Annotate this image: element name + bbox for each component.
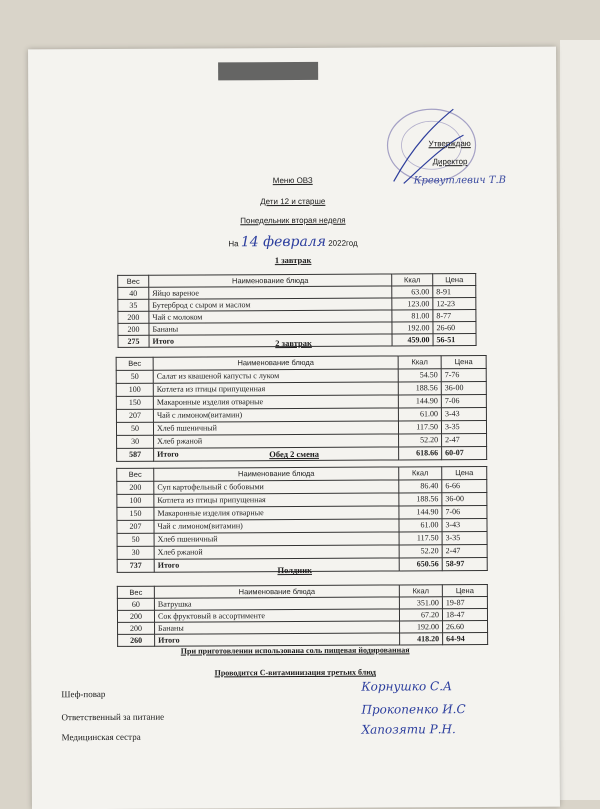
weight-cell: 275 [118, 335, 149, 347]
menu-table [117, 584, 488, 647]
column-header: Вес [117, 586, 154, 598]
price-cell: 3-43 [441, 407, 486, 420]
section-title: Полдник [277, 564, 313, 576]
kcal-cell: 144.90 [399, 506, 442, 519]
weight-cell: 200 [117, 610, 154, 622]
kcal-cell: 117.50 [398, 421, 441, 434]
weight-cell: 50 [117, 533, 154, 546]
dish-cell: Ватрушка [154, 597, 399, 610]
weight-cell: 150 [117, 507, 154, 520]
kcal-cell: 650.56 [399, 558, 442, 571]
dish-cell: Котлета из птицы припущенная [154, 493, 399, 507]
kcal-cell: 61.00 [399, 519, 442, 532]
price-cell: 2-47 [442, 433, 487, 446]
dish-cell: Хлеб пшеничный [154, 532, 399, 546]
weight-cell: 30 [117, 435, 154, 448]
kcal-cell: 459.00 [392, 334, 433, 346]
dish-cell: Макаронные изделия отварные [154, 506, 399, 520]
section-title: 1 завтрак [274, 254, 312, 266]
dish-cell: Итого [154, 558, 399, 572]
column-header: Вес [117, 468, 154, 481]
director-signature: Кревутлевич Т.В [413, 174, 507, 187]
column-header: Вес [118, 275, 149, 287]
kcal-cell: 351.00 [399, 597, 442, 609]
weight-cell: 207 [117, 520, 154, 533]
column-header: Вес [116, 357, 153, 370]
dish-cell: Бутерброд с сыром и маслом [149, 298, 392, 311]
kcal-cell: 63.00 [392, 286, 433, 298]
dish-cell: Сок фруктовый в ассортименте [154, 609, 399, 622]
week-day: Понедельник вторая неделя [240, 215, 346, 226]
price-cell: 3-35 [442, 531, 487, 544]
dish-cell: Чай с лимоном(витамин) [153, 408, 398, 422]
weight-cell: 260 [118, 634, 155, 646]
kcal-cell: 52.20 [399, 434, 442, 447]
price-cell: 36-00 [442, 492, 487, 505]
weight-cell: 150 [116, 396, 153, 409]
approve-label: Утверждаю [428, 139, 471, 149]
column-header: Цена [441, 355, 486, 368]
price-cell: 19-87 [442, 596, 487, 608]
weight-cell: 50 [116, 370, 153, 383]
dish-cell: Хлеб пшеничный [153, 421, 398, 435]
kcal-cell: 54.50 [398, 369, 441, 382]
kcal-cell: 81.00 [392, 310, 433, 322]
column-header: Ккал [399, 585, 442, 597]
salt-note: При приготовлении использована соль пищевая йодированная [180, 645, 410, 656]
dish-cell: Итого [154, 447, 399, 461]
dish-cell: Чай с лимоном(витамин) [154, 519, 399, 533]
kcal-cell: 86.40 [399, 480, 442, 493]
dish-cell: Яйцо вареное [149, 286, 392, 299]
column-header: Цена [442, 466, 487, 479]
age-group: Дети 12 и старше [260, 196, 326, 207]
weight-cell: 200 [118, 323, 149, 335]
dish-cell: Бананы [149, 322, 392, 335]
dish-cell: Хлеб ржаной [154, 434, 399, 448]
vitamin-note: Проводится С-витаминизация третьих блюд [214, 667, 376, 678]
column-header: Наименование блюда [154, 585, 399, 598]
weight-cell: 40 [118, 287, 149, 299]
column-header: Наименование блюда [154, 467, 399, 481]
weight-cell: 200 [117, 481, 154, 494]
price-cell: 56-51 [433, 334, 476, 346]
weight-cell: 30 [117, 546, 154, 559]
dish-cell: Котлета из птицы припущенная [153, 382, 398, 396]
price-cell: 7-06 [442, 505, 487, 518]
weight-cell: 100 [116, 383, 153, 396]
price-cell: 2-47 [442, 544, 487, 557]
adjacent-page [560, 40, 600, 800]
column-header: Ккал [398, 356, 441, 369]
kcal-cell: 117.50 [399, 532, 442, 545]
kcal-cell: 188.56 [398, 382, 441, 395]
weight-cell: 200 [118, 622, 155, 634]
column-header: Ккал [399, 467, 442, 480]
kcal-cell: 418.20 [400, 633, 443, 645]
price-cell: 3-35 [441, 420, 486, 433]
column-header: Цена [442, 584, 487, 596]
kcal-cell: 144.90 [398, 395, 441, 408]
weight-cell: 35 [118, 299, 149, 311]
handwritten-signature: Прокопенко И.С [361, 702, 466, 717]
kcal-cell: 52.20 [399, 545, 442, 558]
column-header: Наименование блюда [149, 274, 392, 287]
signature-role: Медицинская сестра [61, 731, 141, 743]
price-cell: 60-07 [442, 446, 487, 459]
menu-table [116, 466, 488, 573]
kcal-cell: 67.20 [399, 609, 442, 621]
price-cell: 3-43 [442, 518, 487, 531]
section-title: Обед 2 смена [269, 448, 320, 460]
column-header: Цена [433, 274, 476, 286]
dish-cell: Итого [155, 633, 400, 646]
menu-document [28, 47, 560, 809]
director-label: Директор [432, 157, 468, 167]
menu-table [116, 355, 488, 462]
dish-cell: Хлеб ржаной [154, 545, 399, 559]
menu-title: Меню ОВЗ [272, 175, 313, 186]
date-handwritten: 14 февраля [240, 233, 327, 251]
dish-cell: Суп картофельный с бобовыми [154, 480, 399, 494]
price-cell: 26-60 [433, 322, 476, 334]
price-cell: 64-94 [443, 632, 488, 644]
handwritten-signature: Хапозяти Р.Н. [361, 722, 456, 737]
price-cell: 8-77 [433, 310, 476, 322]
price-cell: 36-00 [441, 381, 486, 394]
signature-role: Ответственный за питание [61, 711, 165, 723]
kcal-cell: 123.00 [392, 298, 433, 310]
dish-cell: Итого [149, 334, 392, 347]
price-cell: 7-76 [441, 368, 486, 381]
price-cell: 58-97 [442, 557, 487, 570]
kcal-cell: 618.66 [399, 447, 442, 460]
scan-bar [218, 62, 318, 81]
section-title: 2 завтрак [275, 337, 312, 349]
dish-cell: Макаронные изделия отварные [153, 395, 398, 409]
weight-cell: 200 [118, 311, 149, 323]
price-cell: 12-23 [433, 298, 476, 310]
date-prefix: На [228, 239, 239, 249]
weight-cell: 60 [117, 598, 154, 610]
weight-cell: 587 [117, 448, 154, 461]
date-year: 2022год [328, 238, 358, 248]
kcal-cell: 192.00 [400, 621, 443, 633]
dish-cell: Бананы [155, 621, 400, 634]
price-cell: 26.60 [443, 620, 488, 632]
column-header: Ккал [392, 274, 433, 286]
price-cell: 7-06 [441, 394, 486, 407]
date-line [29, 233, 557, 252]
weight-cell: 50 [116, 422, 153, 435]
kcal-cell: 188.56 [399, 493, 442, 506]
signature-role: Шеф-повар [61, 688, 106, 700]
kcal-cell: 61.00 [398, 408, 441, 421]
handwritten-signature: Корнушко С.А [361, 679, 453, 694]
weight-cell: 737 [117, 559, 154, 572]
weight-cell: 100 [117, 494, 154, 507]
price-cell: 6-66 [442, 479, 487, 492]
weight-cell: 207 [116, 409, 153, 422]
dish-cell: Чай с молоком [149, 310, 392, 323]
kcal-cell: 192.00 [392, 322, 433, 334]
dish-cell: Салат из квашеной капусты с луком [153, 369, 398, 383]
price-cell: 8-91 [433, 286, 476, 298]
price-cell: 18-47 [442, 608, 487, 620]
column-header: Наименование блюда [153, 356, 398, 370]
